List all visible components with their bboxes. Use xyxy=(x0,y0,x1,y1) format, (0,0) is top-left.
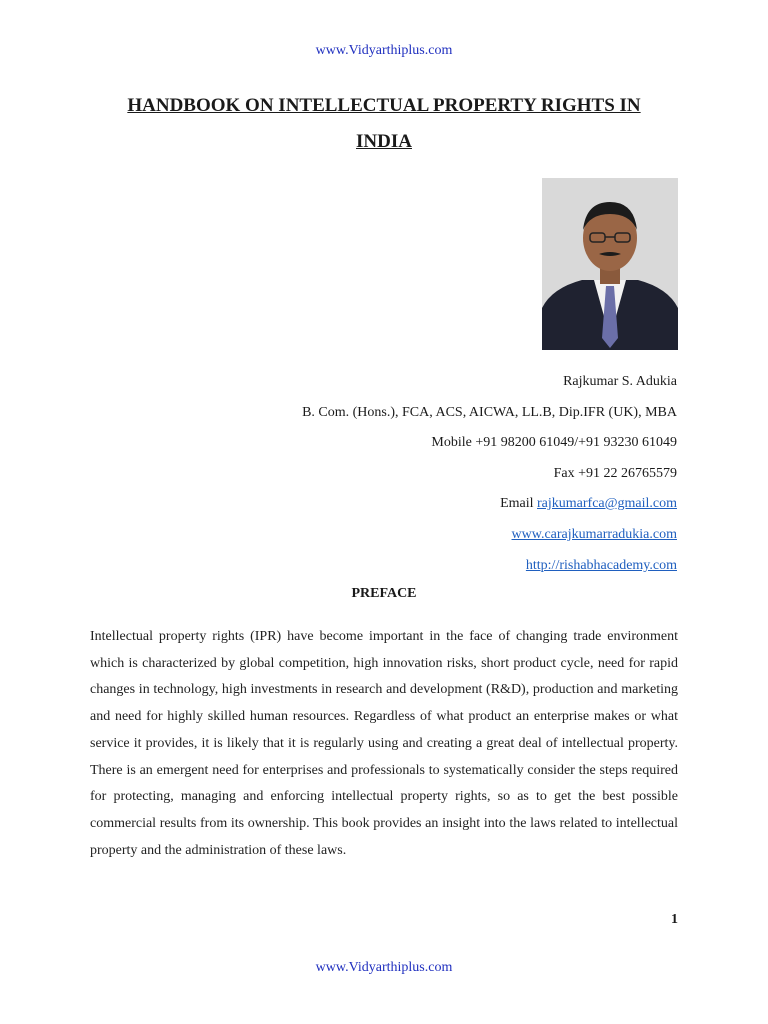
author-qualifications: B. Com. (Hons.), FCA, ACS, AICWA, LL.B, Dip.IFR (UK), MBA xyxy=(302,405,677,420)
page-number: 1 xyxy=(671,912,678,927)
author-website-line xyxy=(177,525,677,545)
author-website-line-2 xyxy=(177,556,677,576)
author-mobile: Mobile +91 98200 61049/+91 93230 61049 xyxy=(431,435,677,450)
document-title-line-2: INDIA xyxy=(356,131,412,152)
email-link[interactable]: rajkumarfca@gmail.com xyxy=(537,496,677,511)
email-label: Email xyxy=(500,496,537,511)
website-link-2[interactable]: http://rishabhacademy.com xyxy=(525,558,677,573)
preface-body: Intellectual property rights (IPR) have become important in the face of changing trade environment which is characterized by global competition, high innovation risks, short product cycle, need for rapid changes in technology, high investments in research and development (R&D), production and marketing and need for highly skilled human resources. Regardless of what product an enterprise makes or what service it provides, it is likely that it is regularly using and creating a great deal of intellectual property. There is an emergent need for enterprises and professionals to systematically consider the steps required for protecting, managing and enforcing intellectual property rights, so as to get the best possible commercial results from its ownership. This book provides an insight into the laws related to intellectual property and the administration of these laws. xyxy=(90,629,678,858)
document-title-line-1: HANDBOOK ON INTELLECTUAL PROPERTY RIGHTS IN xyxy=(127,95,641,116)
author-photo xyxy=(542,178,678,350)
footer-site-link[interactable]: www.Vidyarthiplus.com xyxy=(315,960,453,975)
author-email-line xyxy=(177,494,677,514)
website-link-1[interactable]: www.carajkumarradukia.com xyxy=(511,527,677,542)
preface-heading: PREFACE xyxy=(351,586,417,601)
author-name: Rajkumar S. Adukia xyxy=(563,374,677,389)
header-site-link[interactable]: www.Vidyarthiplus.com xyxy=(315,43,453,58)
author-fax: Fax +91 22 26765579 xyxy=(553,466,677,481)
